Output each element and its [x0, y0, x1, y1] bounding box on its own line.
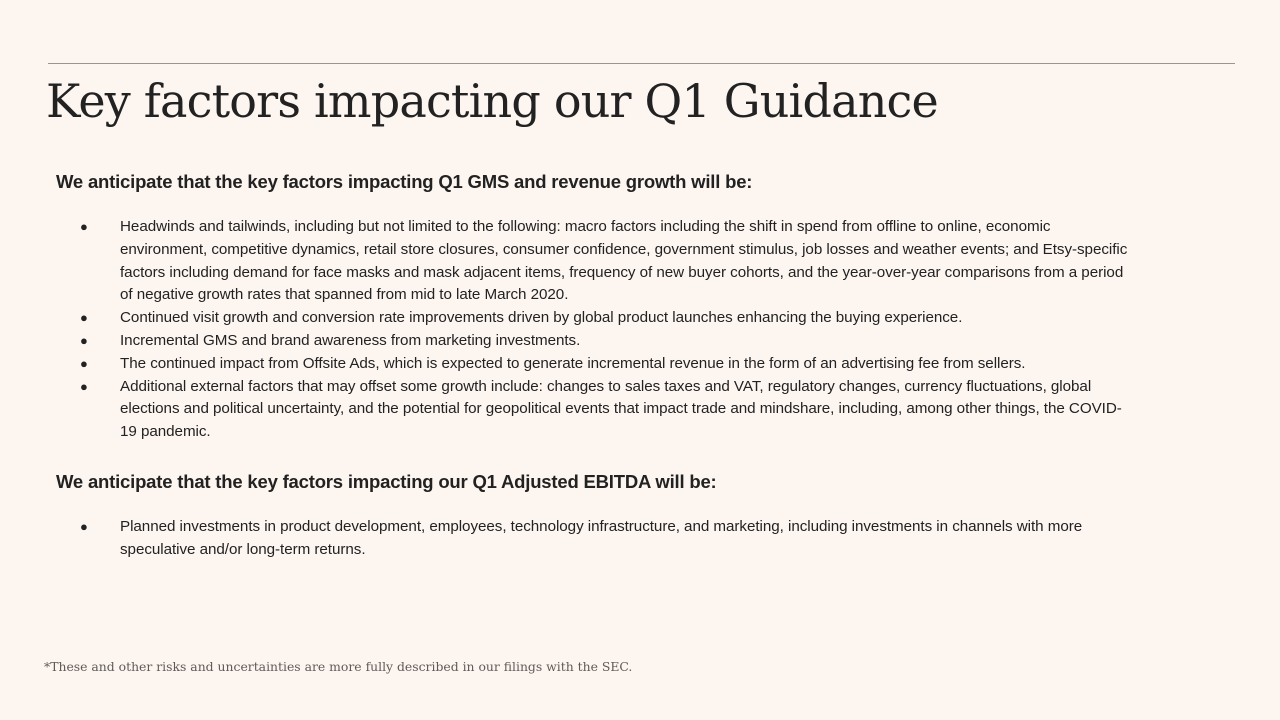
bullet-list-adjusted-ebitda [56, 516, 1136, 562]
bullet-item [56, 216, 1136, 307]
bullet-text: Planned investments in product development, employees, technology infrastructure, and marketing, including investments in channels with more speculative and/or long-term returns. [120, 517, 1083, 558]
bullet-text: Incremental GMS and brand awareness from marketing investments. [120, 331, 581, 349]
bullet-dot-icon: ● [80, 355, 88, 371]
bullet-item [56, 307, 1136, 330]
bullet-dot-icon: ● [80, 310, 88, 326]
bullet-dot-icon: ● [80, 332, 88, 348]
bullet-text: Headwinds and tailwinds, including but not limited to the following: macro factors including the shift in spend from offline to online, economic environment, competitive dynamics, retail store closures, consumer confidence, government stimulus, job losses and weather events; and Etsy-specific factors including demand for face masks and mask adjacent items, frequency of new buyer cohorts, and the year-over-year comparisons from a period of negative growth rates that spanned from mid to late March 2020. [120, 218, 1128, 304]
bullet-item [56, 330, 1136, 353]
bullet-item [56, 353, 1136, 376]
bullet-list-gms-revenue [56, 216, 1136, 444]
slide-title: Key factors impacting our Q1 Guidance [46, 74, 938, 128]
slide-body [56, 168, 1136, 562]
bullet-item [56, 376, 1136, 444]
section-heading-adjusted-ebitda: We anticipate that the key factors impacting our Q1 Adjusted EBITDA will be: [56, 470, 717, 492]
bullet-dot-icon: ● [80, 518, 88, 534]
footnote: *These and other risks and uncertainties are more fully described in our filings with the SEC. [44, 659, 633, 674]
bullet-dot-icon: ● [80, 378, 88, 394]
bullet-text: Continued visit growth and conversion rate improvements driven by global product launches enhancing the buying experience. [120, 309, 963, 327]
bullet-text: The continued impact from Offsite Ads, which is expected to generate incremental revenue in the form of an advertising fee from sellers. [120, 354, 1026, 372]
bullet-text: Additional external factors that may offset some growth include: changes to sales taxes and VAT, regulatory changes, currency fluctuations, global elections and political uncertainty, and the potential for geopolitical events that impact trade and mindshare, including, among other things, the COVID-19 pandemic. [120, 377, 1122, 441]
section-heading-gms-revenue: We anticipate that the key factors impacting Q1 GMS and revenue growth will be: [56, 171, 753, 192]
title-divider [48, 63, 1235, 64]
bullet-dot-icon: ● [80, 219, 88, 234]
bullet-item [56, 516, 1136, 562]
